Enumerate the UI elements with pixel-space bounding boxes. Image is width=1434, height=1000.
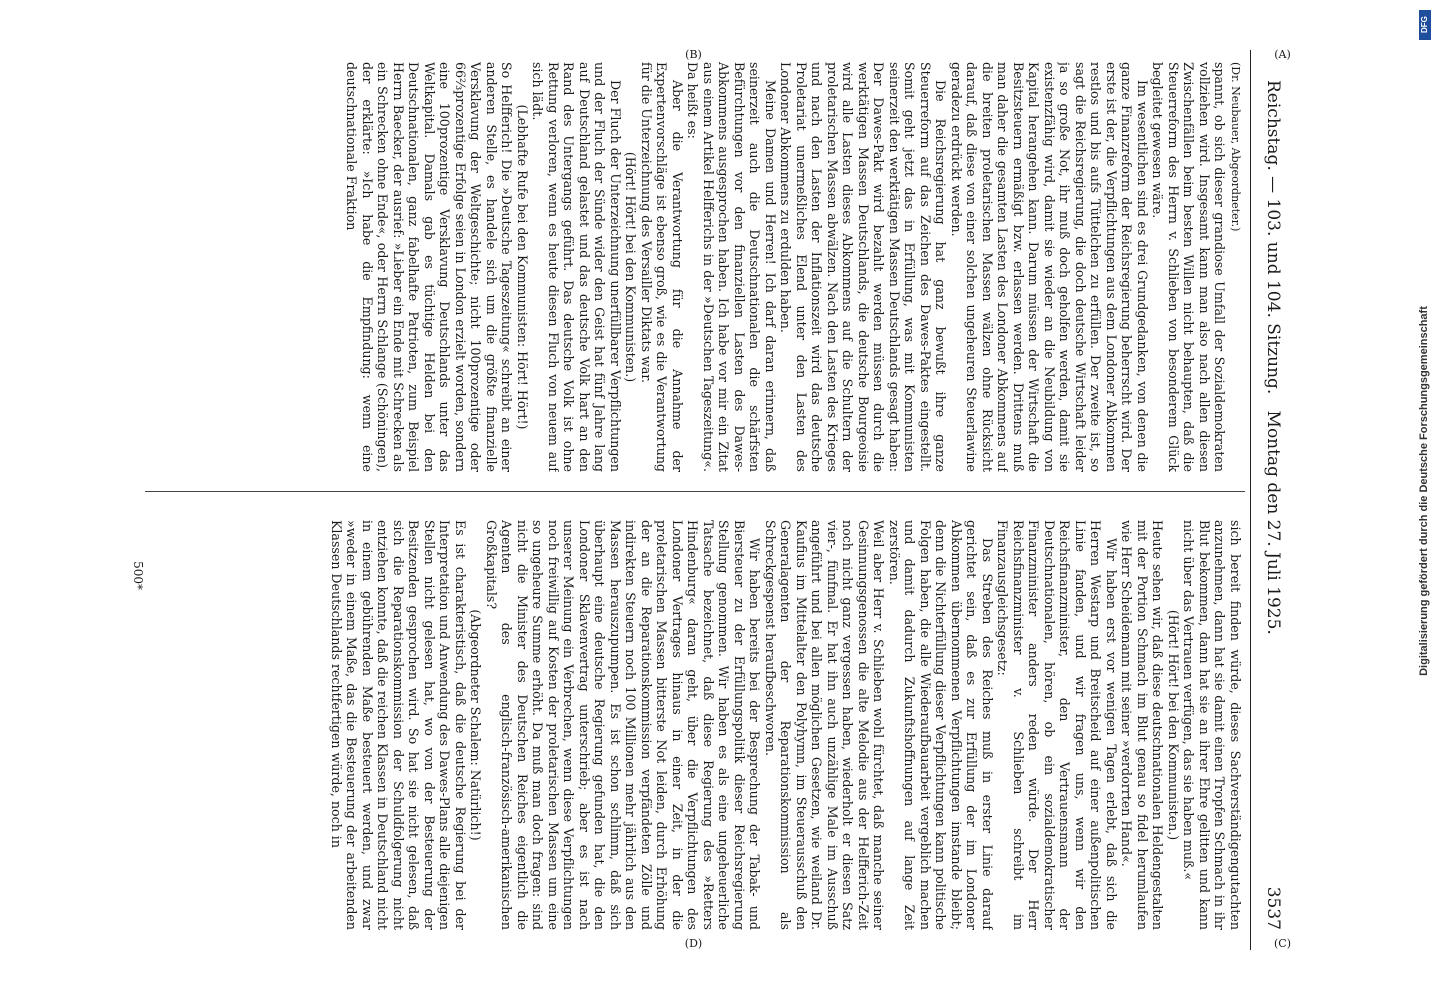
paragraph: Im wesentlichen sind es drei Grundgedanken, von denen die ganze Finanzreform der Reichsregierung beherrscht wird. Der erste ist der, die Verpflichtungen aus dem Londoner Abkommen restlos und bis aufs Tüttelchen zu erfüllen. Der zweite ist, so sagt die Reichsregierung, die doch deutsche Wirtschaft leider ja so große Not, ihr muß doch geholfen werden, damit sie existenzfähig wird, damit sie wieder an die Neubildung von Kapital herangehen kann. Darum müssen der Wirtschaft die Besitzsteuern ermäßigt bzw. erlassen werden. Drittens muß man daher die gesamten Lasten des Londoner Abkommens auf die breiten proletarischen Massen wälzen ohne Rücksicht darauf, daß diese von einer solchen ungeheuren Steuerlawine geradezu erdrückt werden. <box>949 62 1150 472</box>
rotated-page <box>125 47 1291 951</box>
left-column <box>153 62 1243 472</box>
paragraph: Wir haben erst vor wenigen Tagen erlebt, daß sich die Herren Westarp und Breitscheid auf einer außenpolitischen Linie fanden, und wir fragen uns, wenn wir den Reichsfinanzminister, den Vertrauensmann der Deutschnationalen, hören, ob ein sozialdemokratischer Finanzminister anders reden würde. Der Herr Reichsfinanzminister v. Schlieben schreibt im Finanzausgleichsgesetz: <box>995 520 1119 930</box>
paragraph: spannt, ob sich dieser grandiose Umfall der Sozialdemokraten vollziehen wird. Insgesamt kann man also nach allen diesen Zwischenfällen beim besten Willen nicht behaupten, daß die Steuerreform des Herrn v. Schlieben von besonderem Glück begleitet gewesen wäre. <box>1150 62 1228 472</box>
paragraph: sich bereit finden würde, dieses Sachverständigengutachten anzunehmen, dann hat sie damit einen Tropfen Schmach in ihr Blut bekommen, dann hat sie an ihrer Ehre gelitten und kann nicht über das Vertrauen verfügen, das sie haben muß.« <box>1181 520 1243 930</box>
paragraph: So Helfferich! Die »Deutsche Tageszeitung« schreibt an einer anderen Stelle, es handele sich um die größte finanzielle Versklavung der Weltgeschichte; nicht 100prozentige oder 66⅔prozentige Erfolge seien in London erzielt worden, sondern eine 100prozentige Versklavung Deutschlands unter das Weltkapital. Damals gab es tüchtige Helden bei den Deutschnationalen, ganz fabelhafte Patrioten, zum Beispiel Herrn Baecker, der ausrief: »Lieber ein Ende mit Schrecken als ein Schrecken ohne Ende«, oder Herrn Schlange (Schöningen), der erklärte: »Ich habe die Empfindung: wenn eine deutschnationale Fraktion <box>344 62 515 472</box>
paragraph: Weil aber Herr v. Schlieben wohl fürchtet, daß manche seiner Gesinnungsgenossen die alte Melodie aus der Helfferich-Zeit noch nicht ganz vergessen haben, wiederholt er diesen Satz vier-, fünfmal. Er hat ihn auch unzählige Male im Ausschuß angeführt und bei allen möglichen Gesetzen, wie weiland Dr. Kaufius im Mittelalter den Polyhymn, im Steuerausschuß den Generalagenten der Reparationskommission als Schreckgespenst heraufbeschworen. <box>763 520 887 930</box>
quote: Aber die Verantwortung für die Annahme der Expertenvorschläge ist ebenso groß, wie es die Verantwortung für die Unterzeichnung des Versailler Diktats war. <box>639 62 685 472</box>
margin-marker-d: (D) <box>684 937 703 951</box>
margin-marker-a: (A) <box>1274 47 1291 61</box>
quote: Das Streben des Reiches muß in erster Linie darauf gerichtet sein, daß es zur Erfüllung der im Londoner Abkommen übernommenen Verpflichtungen imstande bleibt; denn die Nichterfüllung dieser Verpflichtungen kann politische Folgen haben, die alle Wiederaufbauarbeit vergeblich machen und damit dadurch Zukunftshoffnungen auf lange Zeit zerstören. <box>887 520 995 930</box>
interjection: (Hört! Hört! bei den Kommunisten.) <box>623 151 639 383</box>
interjection: (Abgeordneter Schalem: Natürlich!) <box>468 609 484 841</box>
dfg-sidebar <box>1418 4 1432 996</box>
paragraph: Meine Damen und Herren! Ich darf daran erinnern, daß seinerzeit auch die Deutschnationalen die schärfsten Befürchtungen vor den finanziellen Lasten des Dawes-Abkommens ausgesprochen haben. Ich habe vor mir ein Zitat aus einem Artikel Helfferichs in der »Deutschen Tageszeitung«. Da heißt es: <box>685 62 778 472</box>
digitization-note: Digitalisierung gefördert durch die Deutsche Forschungsgemeinschaft <box>1418 306 1430 676</box>
column-divider <box>145 491 1245 492</box>
page-header <box>1251 50 1285 950</box>
header-title: Reichstag. — 103. und 104. Sitzung. Montag den 27. Juli 1925. <box>1263 80 1283 635</box>
dfg-logo: DFG <box>1419 10 1431 40</box>
paragraph: Wir haben bereits bei der Besprechung der Tabak- und Biersteuer zu der Erfüllungspolitik dieser Reichsregierung Stellung genommen. Wir haben es als eine ungeheuerliche Tatsache bezeichnet, daß diese Regierung des »Retters Hindenburg« daran geht, über die Verpflichtungen des Londoner Vertrages hinaus in einer Zeit, in der die proletarischen Massen bitterste Not leiden, durch Erhöhung der an die Reparationskommission verpfändeten Zölle und indirekten Steuern noch 100 Millionen mehr jährlich aus den Massen herauszupumpen. Es ist schon schlimm, daß sich überhaupt eine deutsche Regierung gefunden hat, die den Londoner Sklavenvertrag unterschrieb; aber es ist nach unserer Meinung ein Verbrechen, wenn diese Verpflichtungen noch freiwillig auf Kosten der proletarischen Massen um eine so ungeheure Summe erhöht. Da muß man doch fragen: sind nicht die Minister des Deutschen Reiches eigentlich die Agenten des englisch-französisch-amerikanischen Großkapitals? <box>484 520 763 930</box>
header-rule <box>1250 50 1251 950</box>
paragraph: Heute sehen wir, daß diese deutschnationalen Heldengestalten mit der Portion Schmach im Blut genau so fidel herumlaufen wie Herr Scheidemann mit seiner »verdorrten Hand«. <box>1119 520 1166 930</box>
paragraph: Die Reichsregierung hat ganz bewußt ihre ganze Steuerreform auf das Zeichen des Dawes-Paktes eingestellt. Somit geht jetzt das in Erfüllung, was mit Kommunisten seinerzeit den werktätigen Massen Deutschlands gesagt haben: Der Dawes-Pakt wird bezahlt werden müssen durch die werktätigen Massen Deutschlands, die deutsche Bourgeoisie wird alle Lasten dieses Abkommens auf die Schultern der proletarischen Massen abwälzen. Nach den Lasten des Krieges und nach den Lasten der Inflationszeit wird das deutsche Proletariat unermeßliches Elend unter den Lasten des Londoner Abkommens zu erdulden haben. <box>778 62 949 472</box>
interjection: (Lebhafte Rufe bei den Kommunisten: Hört! Hört!) <box>515 104 530 430</box>
signature-mark: 500* <box>131 561 145 590</box>
quote: Der Fluch der Unterzeichnung unerfüllbarer Verpflichtungen und der Fluch der Sünde wider den Geist hat fünf Jahre lang auf Deutschland gelastet und das deutsche Volk hart an den Rand des Untergangs geführt. Das deutsche Volk ist ohne Rettung verloren, wenn es heute diesen Fluch von neuem auf sich lädt. <box>530 62 623 472</box>
margin-marker-b: (B) <box>685 47 702 61</box>
interjection: (Hört! Hört! bei den Kommunisten.) <box>1166 609 1181 841</box>
margin-marker-c: (C) <box>1274 937 1291 950</box>
speaker-line: (Dr. Neubauer, Abgeordneter.) <box>1229 62 1242 232</box>
page-number: 3537 <box>1263 886 1283 930</box>
paragraph: Es ist charakteristisch, daß die deutsche Regierung bei der Interpretation und Anwendung des Dawes-Plans alle diejenigen Stellen nicht gelesen hat, wo von der Besteuerung der Besitzenden gesprochen wird. So hat sie nicht gelesen, daß sich die Reparationskommission der Schuldfolgerung nicht entziehen konnte, daß die reichen Klassen in Deutschland nicht in einem gebührenden Maße besteuert werden, und zwar »weder in einem Maße, das die Besteuerung der arbeitenden Klassen Deutschlands rechtfertigen würde, noch in <box>329 520 468 930</box>
right-column <box>153 520 1243 930</box>
